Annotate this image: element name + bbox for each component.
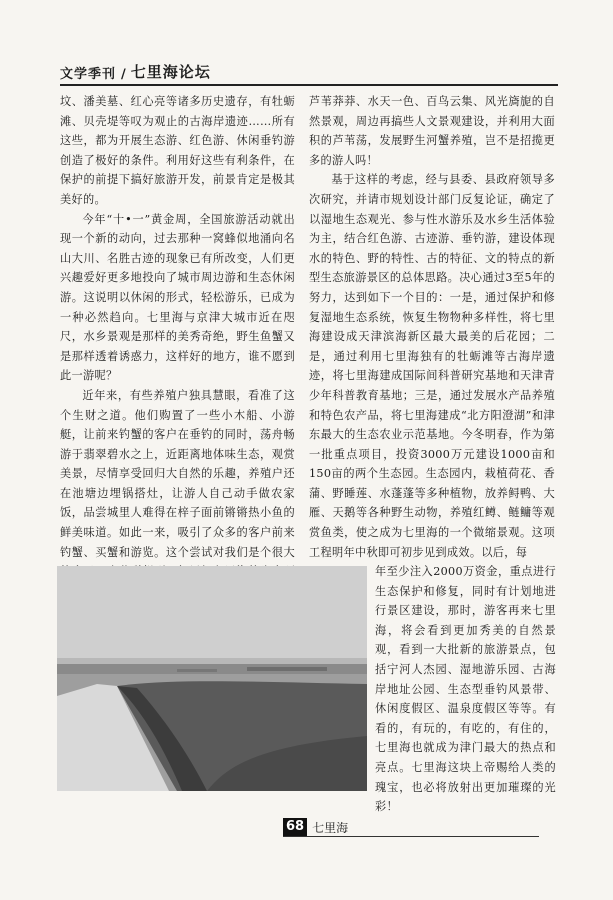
magazine-name: 七里海 (312, 820, 349, 835)
footer-rule (283, 836, 539, 837)
wetland-photo (57, 566, 367, 791)
paragraph: 坟、潘美墓、红心亮等诸多历史遗存，有牡蛎滩、贝壳堤等叹为观止的古海岸遗迹……所有这些，都为开展生态游、红色游、休闲垂钓游创造了极好的条件。利用好这些有利条件，在保护的前提下搞好旅游开发，前景肯定是极其美好的。 (60, 95, 295, 206)
right-text-column (309, 92, 555, 562)
left-text-column (60, 92, 295, 601)
page-number: 68 (283, 818, 307, 836)
text-wrap-block (375, 562, 556, 817)
header-rule (60, 84, 558, 86)
paragraph: 基于这样的考虑，经与县委、县政府领导多次研究，并请市规划设计部门反复论证，确定了以湿地生态观光、参与性水游乐及水乡生活体验为主，结合红色游、古迹游、垂钓游，建设体现水的特色、野的特性、古的特征、文的特点的新型生态旅游景区的总体思路。决心通过3至5年的努力，达到如下一个目的：一是，通过保护和修复湿地生态系统，恢复生物物种多样性，将七里海建设成天津滨海新区最大最美的后花园；二是，通过利用七里海独有的牡蛎滩等古海岸遗迹，将七里海建成国际间科普研究基地和天津青少年科普教育基地；三是，通过发展水产品养殖和特色农产品，将七里海建成“北方阳澄湖”和津东最大的生态农业示范基地。今冬明春，作为第一批重点项目，投资3000万元建设1000亩和150亩的两个生态园。生态园内，栽植荷花、香蒲、野睡莲、水蓬蓬等多种植物，放养鲟鸭、大雁、天鹅等各种野生动物，养殖红鳟、鲢鳙等观赏鱼类，使之成为七里海的一个微缩景观。这项工程明年中秋即可初步见到成效。以后，每 (309, 173, 555, 559)
running-header (60, 60, 560, 82)
wetland-photo-illustration (57, 566, 367, 791)
paragraph: 近年来，有些养殖户独具慧眼，看准了这个生财之道。他们购置了一些小木船、小游艇，让前来钓蟹的客户在垂钓的同时，荡舟畅游于翡翠碧水之上，近距离地体味生态，观赏美景，尽情享受回归大自然的乐趣，养殖户还在池塘边埋锅搭灶，让游人自己动手做农家饭，品尝城里人难得在梓子面前锵锵热小鱼的鲜美味道。如此一来，吸引了众多的客户前来钓蟹、买蟹和游览。这个尝试对我们是个很大 (60, 388, 295, 559)
header-column-title: 七里海论坛 (130, 63, 211, 81)
header-series: 文学季刊 (60, 67, 117, 82)
paragraph-continuation: 年至少注入2000万资金，重点进行生态保护和修复，同时有计划地进行景区建设，那时，游客再来七里海，将会看到更加秀美的自然景观，看到一大批新的旅游景点，包括宁河人杰园、湿地游乐园、古海岸地址公园、生态型垂钓风景带、休闲度假区、温泉度假区等等。有看的，有玩的，有吃的，有住的，七里海也就成为津门最大的热点和亮点。七里海这块上帝赐给人类的瑰宝，也必将放射出更加璀璨的光彩！ (375, 565, 556, 814)
header-separator: / (121, 67, 126, 82)
paragraph: 今年“十•一”黄金周，全国旅游活动就出现一个新的动向，过去那种一窝蜂似地涌向名山大川、名胜古迹的现象已有所改变，人们更兴趣爱好更多地投向了城市周边游和生态休闲游。这说明以休闲的形式，轻松游乐，已成为一种必然趋向。七里海与京津大城市近在咫尺，水乡景观是那样的美秀奇绝，野生鱼蟹又是那样透着诱惑力，这样好的地方，谁不愿到此一游呢？ (60, 212, 295, 383)
page-footer (283, 816, 348, 838)
paragraph: 芦苇莽莽、水天一色、百鸟云集、风光旖旎的自然景观，周边再搞些人文景观建设，并利用大面积的芦苇荡，发展野生河蟹养殖，岂不是招揽更多的游人吗！ (309, 95, 555, 167)
